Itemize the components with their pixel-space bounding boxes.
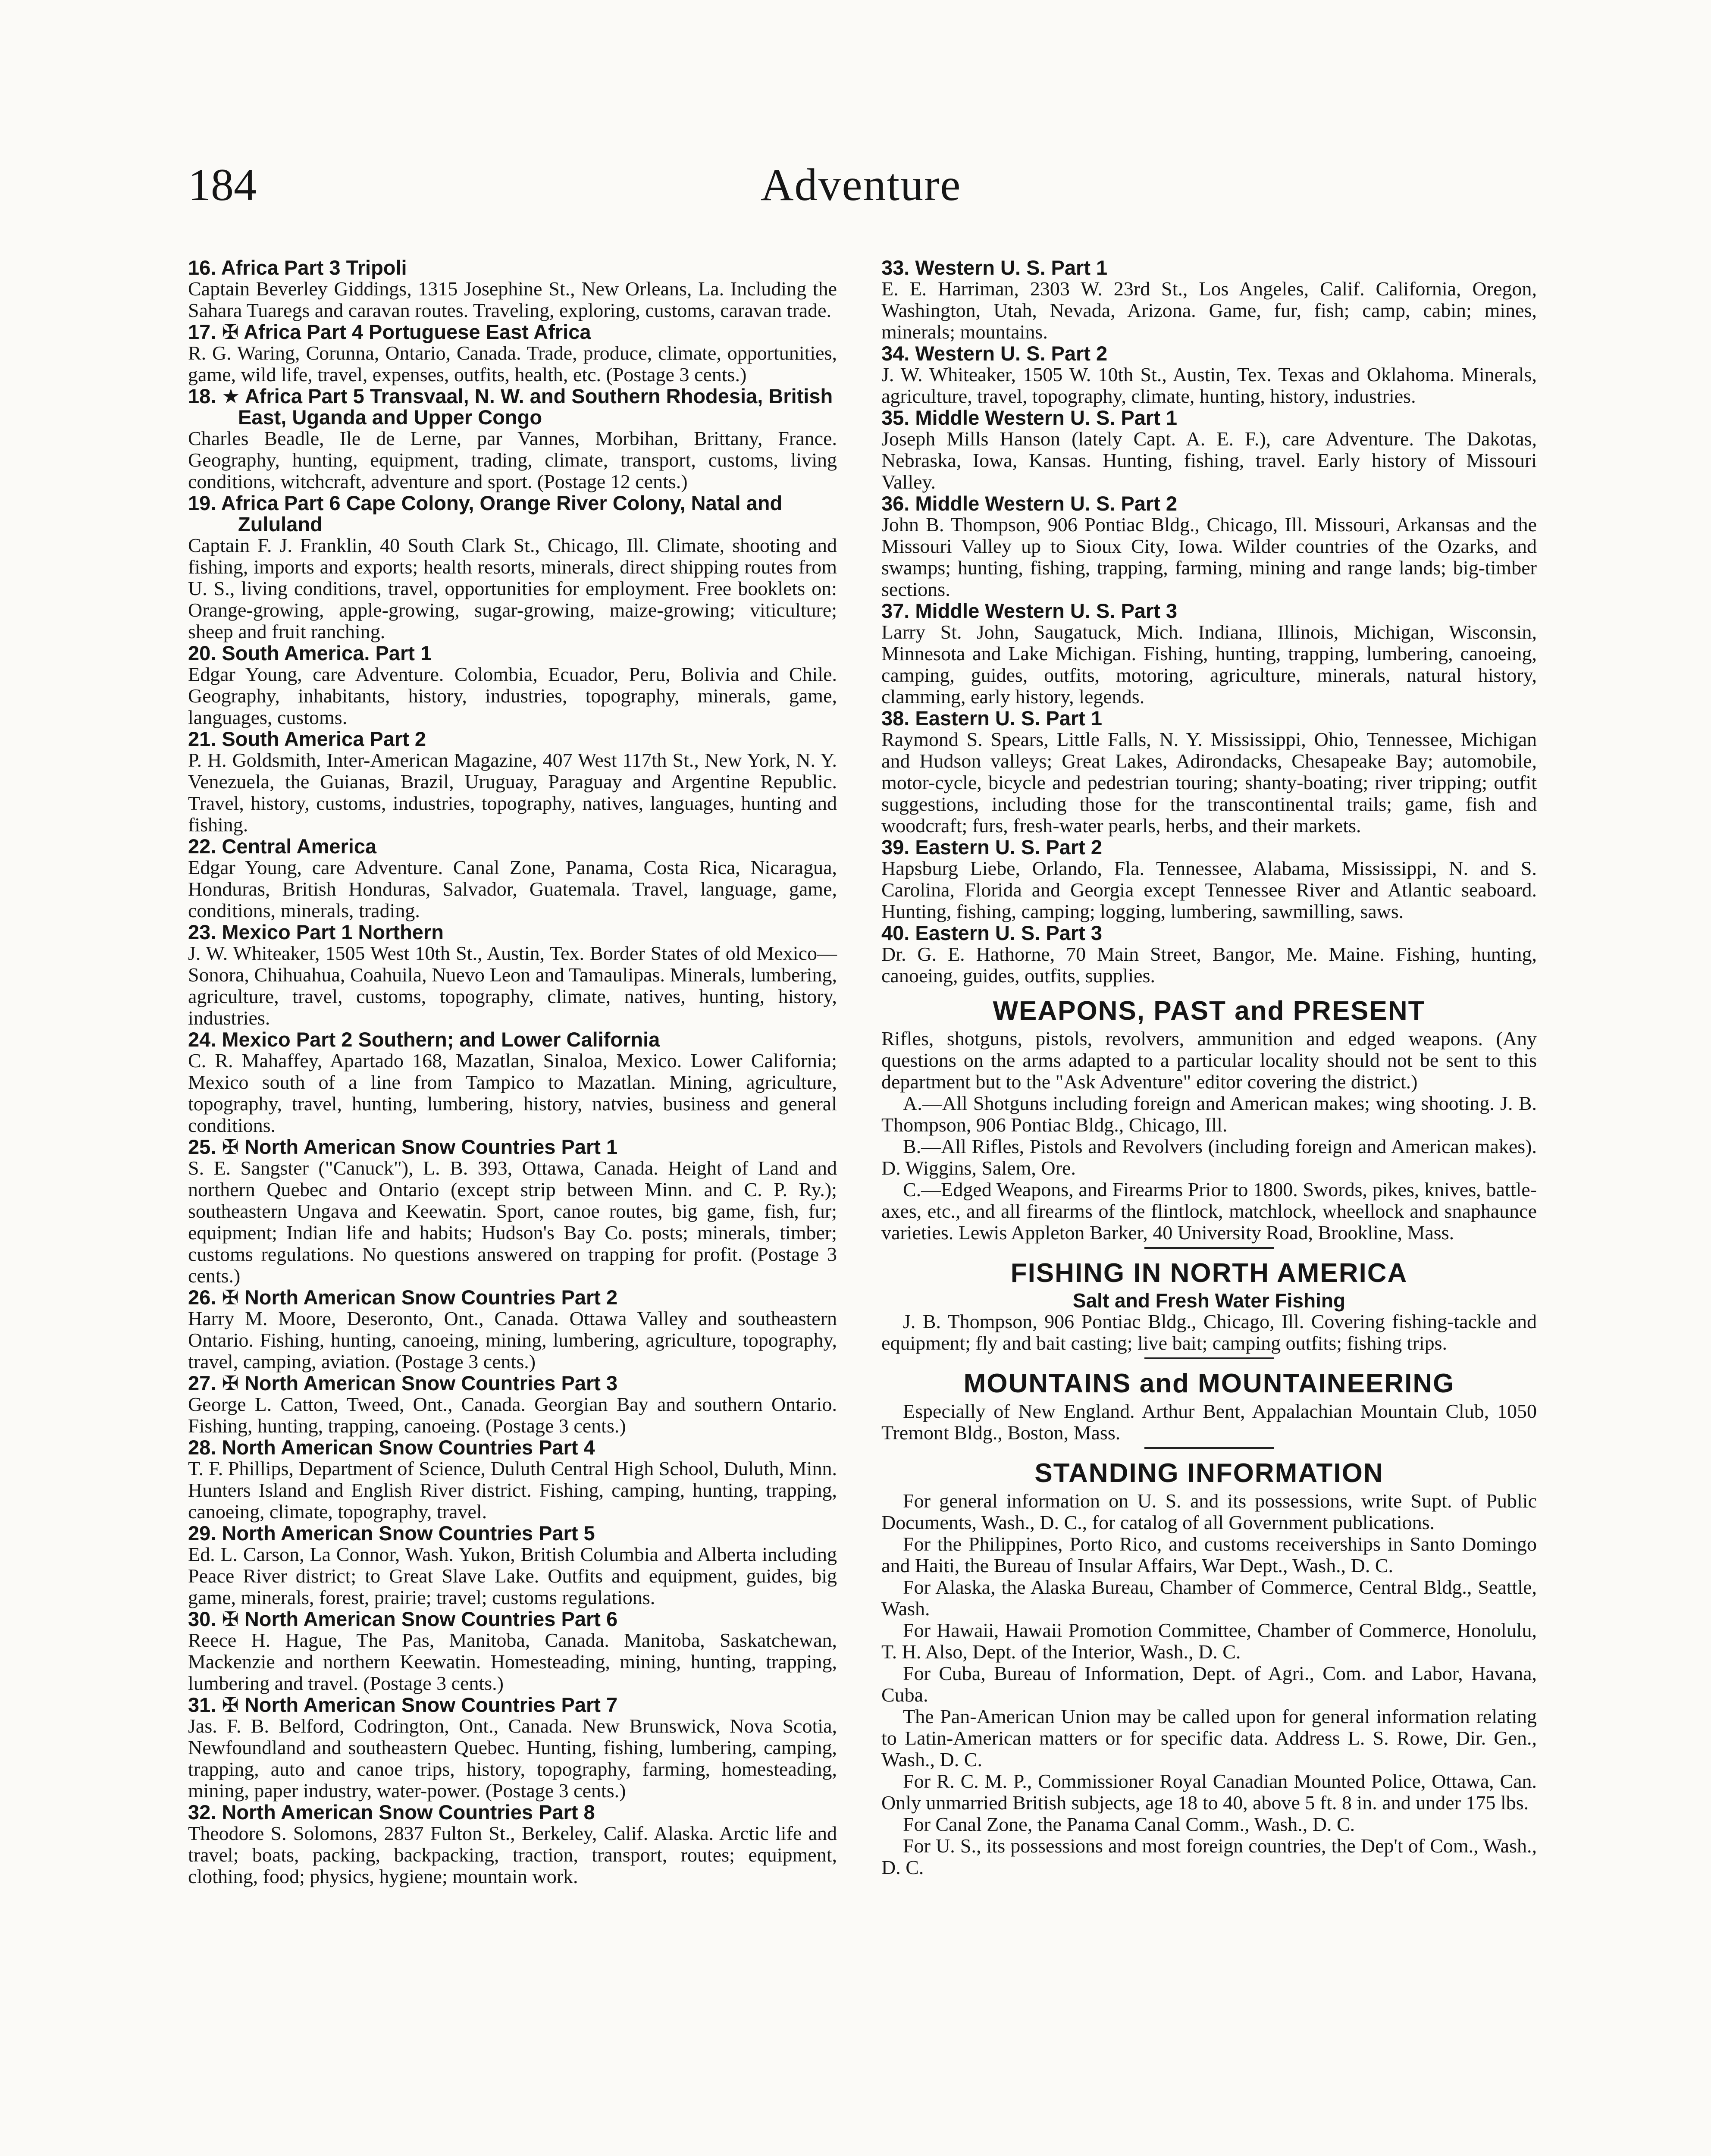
entry-heading: 34. Western U. S. Part 2	[881, 342, 1108, 365]
entry-eastern-us-part-2	[881, 837, 1537, 922]
fishing-heading: FISHING IN NORTH AMERICA	[1010, 1258, 1408, 1288]
entry-body: Charles Beadle, Ile de Lerne, par Vannes, Morbihan, Brittany, France. Geography, hunting, equipment, trading, climate, transport, customs, living conditions, witchcraft, adventure and sport. (Postage 12 cents.)	[188, 427, 837, 492]
entry-middle-western-us-part-3	[881, 600, 1537, 708]
entry-body: P. H. Goldsmith, Inter-American Magazine, 407 West 117th St., New York, N. Y. Venezuela, the Guianas, Brazil, Uruguay, Paraguay and Argentine Republic. Travel, history, customs, industries, topography, natives, languages, hunting and fishing.	[188, 749, 837, 836]
entry-western-us-part-2	[881, 343, 1537, 407]
entry-body: Edgar Young, care Adventure. Colombia, Ecuador, Peru, Bolivia and Chile. Geography, inhabitants, history, industries, topography, minerals, game, languages, customs.	[188, 663, 837, 728]
entry-body: Edgar Young, care Adventure. Canal Zone, Panama, Costa Rica, Nicaragua, Honduras, British Honduras, Salvador, Guatemala. Travel, language, game, conditions, minerals, trading.	[188, 856, 837, 921]
entry-heading: 29. North American Snow Countries Part 5	[188, 1522, 595, 1545]
entry-body: Jas. F. B. Belford, Codrington, Ont., Canada. New Brunswick, Nova Scotia, Newfoundland and southeastern Quebec. Hunting, fishing, lumbering, camping, trapping, auto and canoe trips, history, topography, farming, homesteading, mining, paper industry, water-power. (Postage 3 cents.)	[188, 1715, 837, 1802]
entry-heading: 33. Western U. S. Part 1	[881, 256, 1108, 279]
entry-body: Theodore S. Solomons, 2837 Fulton St., Berkeley, Calif. Alaska. Arctic life and travel; boats, packing, backpacking, traction, transport, routes; equipment, clothing, food; physics, hygiene; mountain work.	[188, 1822, 837, 1887]
entry-africa-part-4	[188, 321, 837, 385]
entry-snow-countries-part-6	[188, 1608, 837, 1694]
entry-middle-western-us-part-1	[881, 407, 1537, 493]
entry-heading: 18. ★ Africa Part 5 Transvaal, N. W. and Southern Rhodesia, British East, Uganda and Upper Congo	[188, 385, 833, 429]
entry-heading: 37. Middle Western U. S. Part 3	[881, 599, 1178, 622]
entry-body: Larry St. John, Saugatuck, Mich. Indiana, Illinois, Michigan, Wisconsin, Minnesota and Lake Michigan. Fishing, hunting, trapping, lumbering, canoeing, camping, guides, outfits, motoring, agriculture, minerals, natural history, clamming, early history, legends.	[881, 621, 1537, 708]
entry-snow-countries-part-2	[188, 1287, 837, 1373]
entry-western-us-part-1	[881, 257, 1537, 343]
entry-body: Ed. L. Carson, La Connor, Wash. Yukon, British Columbia and Alberta including Peace River district; to Great Slave Lake. Outfits and equipment, guides, big game, minerals, forest, prairie; travel; customs regulations.	[188, 1543, 837, 1608]
entry-heading: 25. ✠ North American Snow Countries Part 1	[188, 1135, 618, 1158]
entry-south-america-part-2	[188, 728, 837, 836]
entry-body: C. R. Mahaffey, Apartado 168, Mazatlan, Sinaloa, Mexico. Lower California; Mexico south of a line from Tampico to Mazatlan. Mining, agriculture, topography, travel, hunting, lumbering, history, natvies, business and general conditions.	[188, 1050, 837, 1136]
section-rule	[1144, 1247, 1274, 1249]
fishing-subheading: Salt and Fresh Water Fishing	[1072, 1289, 1346, 1312]
entry-heading: 19. Africa Part 6 Cape Colony, Orange River Colony, Natal and Zululand	[188, 492, 783, 536]
standing-heading: STANDING INFORMATION	[1034, 1458, 1384, 1488]
mountains-text: Especially of New England. Arthur Bent, Appalachian Mountain Club, 1050 Tremont Bldg., Boston, Mass.	[881, 1400, 1537, 1444]
entry-eastern-us-part-1	[881, 708, 1537, 837]
entry-snow-countries-part-8	[188, 1802, 837, 1887]
entry-body: T. F. Phillips, Department of Science, Duluth Central High School, Duluth, Minn. Hunters Island and English River district. Fishing, camping, hunting, trapping, canoeing, climate, topography, travel.	[188, 1457, 837, 1523]
entry-heading: 23. Mexico Part 1 Northern	[188, 921, 444, 943]
entry-middle-western-us-part-2	[881, 493, 1537, 600]
entry-body: E. E. Harriman, 2303 W. 23rd St., Los Angeles, Calif. California, Oregon, Washington, Utah, Nevada, Arizona. Game, fur, fish; camp, cabin; mines, minerals; mountains.	[881, 278, 1537, 343]
entry-body: Dr. G. E. Hathorne, 70 Main Street, Bangor, Me. Maine. Fishing, hunting, canoeing, guides, outfits, supplies.	[881, 943, 1537, 987]
entry-south-america-part-1	[188, 642, 837, 728]
entry-heading: 32. North American Snow Countries Part 8	[188, 1801, 595, 1824]
page-number: 184	[188, 160, 257, 210]
standing-paragraph: For general information on U. S. and its possessions, write Supt. of Public Documents, Wash., D. C., for catalog of all Government publications.	[881, 1490, 1537, 1533]
entry-africa-part-5	[188, 385, 837, 492]
entry-mexico-part-2	[188, 1029, 837, 1136]
entry-body: J. W. Whiteaker, 1505 West 10th St., Austin, Tex. Border States of old Mexico—Sonora, Chihuahua, Coahuila, Nuevo Leon and Tamaulipas. Minerals, lumbering, agriculture, travel, customs, topography, climate, natives, hunting, history, industries.	[188, 942, 837, 1029]
entry-mexico-part-1	[188, 921, 837, 1029]
entry-heading: 27. ✠ North American Snow Countries Part 3	[188, 1372, 618, 1395]
weapons-shotguns: A.—All Shotguns including foreign and American makes; wing shooting. J. B. Thompson, 906 Pontiac Bldg., Chicago, Ill.	[881, 1092, 1537, 1136]
entry-heading: 36. Middle Western U. S. Part 2	[881, 492, 1178, 515]
entry-body: Harry M. Moore, Deseronto, Ont., Canada. Ottawa Valley and southeastern Ontario. Fishing, hunting, canoeing, mining, lumbering, agriculture, topography, travel, camping, aviation. (Postage 3 cents.)	[188, 1307, 837, 1373]
standing-paragraph: For Alaska, the Alaska Bureau, Chamber of Commerce, Central Bldg., Seattle, Wash.	[881, 1576, 1537, 1620]
standing-paragraph: For Hawaii, Hawaii Promotion Committee, Chamber of Commerce, Honolulu, T. H. Also, Dept. of the Interior, Wash., D. C.	[881, 1619, 1537, 1663]
running-title: Adventure	[761, 160, 962, 210]
entry-heading: 20. South America. Part 1	[188, 642, 432, 664]
entry-heading: 16. Africa Part 3 Tripoli	[188, 256, 407, 279]
entry-snow-countries-part-3	[188, 1373, 837, 1437]
fishing-text: J. B. Thompson, 906 Pontiac Bldg., Chicago, Ill. Covering fishing-tackle and equipment; fly and bait casting; live bait; camping outfits; fishing trips.	[881, 1310, 1537, 1354]
entry-heading: 38. Eastern U. S. Part 1	[881, 707, 1103, 730]
entry-eastern-us-part-3	[881, 922, 1537, 987]
entry-body: Joseph Mills Hanson (lately Capt. A. E. F.), care Adventure. The Dakotas, Nebraska, Iowa, Kansas. Hunting, fishing, travel. Early history of Missouri Valley.	[881, 428, 1537, 493]
entry-snow-countries-part-4	[188, 1437, 837, 1523]
entry-heading: 26. ✠ North American Snow Countries Part 2	[188, 1286, 618, 1309]
entry-body: Raymond S. Spears, Little Falls, N. Y. Mississippi, Ohio, Tennessee, Michigan and Hudson valleys; Great Lakes, Adirondacks, Chesapeake Bay; automobile, motor-cycle, bicycle and pedestrian touring; shanty-boating; river tripping; outfit suggestions, including those for the transcontinental trails; game, fish and woodcraft; furs, fresh-water pearls, herbs, and their markets.	[881, 728, 1537, 837]
mountains-heading: MOUNTAINS and MOUNTAINEERING	[963, 1369, 1455, 1398]
standing-paragraph: For the Philippines, Porto Rico, and customs receiverships in Santo Domingo and Haiti, the Bureau of Insular Affairs, War Dept., Wash., D. C.	[881, 1533, 1537, 1576]
entry-body: Reece H. Hague, The Pas, Manitoba, Canada. Manitoba, Saskatchewan, Mackenzie and northern Keewatin. Homesteading, mining, hunting, trapping, lumbering and travel. (Postage 3 cents.)	[188, 1629, 837, 1694]
entry-africa-part-3	[188, 257, 837, 321]
entry-africa-part-6	[188, 492, 837, 642]
standing-paragraph: For Cuba, Bureau of Information, Dept. of Agri., Com. and Labor, Havana, Cuba.	[881, 1662, 1537, 1706]
entry-heading: 17. ✠ Africa Part 4 Portuguese East Africa	[188, 320, 591, 343]
entry-snow-countries-part-7	[188, 1694, 837, 1802]
entry-body: Captain Beverley Giddings, 1315 Josephine St., New Orleans, La. Including the Sahara Tuaregs and caravan routes. Traveling, exploring, customs, caravan trade.	[188, 278, 837, 321]
left-column	[188, 257, 837, 1887]
standing-paragraph: The Pan-American Union may be called upon for general information relating to Latin-American matters or for specific data. Address L. S. Rowe, Dir. Gen., Wash., D. C.	[881, 1705, 1537, 1771]
weapons-heading: WEAPONS, PAST and PRESENT	[993, 996, 1426, 1026]
entry-snow-countries-part-1	[188, 1136, 837, 1287]
entry-body: Hapsburg Liebe, Orlando, Fla. Tennessee, Alabama, Mississippi, N. and S. Carolina, Florida and Georgia except Tennessee River and Atlantic seaboard. Hunting, fishing, camping; logging, lumbering, sawmilling, saws.	[881, 857, 1537, 922]
weapons-edged: C.—Edged Weapons, and Firearms Prior to 1800. Swords, pikes, knives, battle-axes, etc., and all firearms of the flintlock, matchlock, wheellock and snaphaunce varieties. Lewis Appleton Barker, 40 University Road, Brookline, Mass.	[881, 1178, 1537, 1244]
entry-heading: 22. Central America	[188, 835, 377, 858]
entry-body: John B. Thompson, 906 Pontiac Bldg., Chicago, Ill. Missouri, Arkansas and the Missouri Valley up to Sioux City, Iowa. Wilder countries of the Ozarks, and swamps; hunting, fishing, trapping, farming, mining and range lands; big-timber sections.	[881, 514, 1537, 600]
right-column	[881, 257, 1537, 1878]
section-rule	[1144, 1447, 1274, 1449]
entry-heading: 40. Eastern U. S. Part 3	[881, 921, 1103, 944]
weapons-intro: Rifles, shotguns, pistols, revolvers, ammunition and edged weapons. (Any questions on the arms adapted to a particular locality should not be sent to this department but to the "Ask Adventure" editor covering the district.)	[881, 1028, 1537, 1093]
entry-body: J. W. Whiteaker, 1505 W. 10th St., Austin, Tex. Texas and Oklahoma. Minerals, agriculture, travel, topography, climate, hunting, history, industries.	[881, 364, 1537, 407]
weapons-rifles: B.—All Rifles, Pistols and Revolvers (including foreign and American makes). D. Wiggins, Salem, Ore.	[881, 1135, 1537, 1179]
entry-heading: 35. Middle Western U. S. Part 1	[881, 406, 1178, 429]
entry-central-america	[188, 836, 837, 921]
entry-heading: 24. Mexico Part 2 Southern; and Lower California	[188, 1028, 660, 1051]
entry-heading: 30. ✠ North American Snow Countries Part 6	[188, 1608, 618, 1630]
entry-body: George L. Catton, Tweed, Ont., Canada. Georgian Bay and southern Ontario. Fishing, hunting, trapping, canoeing. (Postage 3 cents.)	[188, 1393, 837, 1437]
section-rule	[1144, 1357, 1274, 1359]
entry-body: Captain F. J. Franklin, 40 South Clark St., Chicago, Ill. Climate, shooting and fishing, imports and exports; health resorts, minerals, direct shipping routes from U. S., living conditions, travel, opportunities for employment. Free booklets on: Orange-growing, apple-growing, sugar-growing, maize-growing; viticulture; sheep and fruit ranching.	[188, 534, 837, 642]
entry-body: R. G. Waring, Corunna, Ontario, Canada. Trade, produce, climate, opportunities, game, wild life, travel, expenses, outfits, health, etc. (Postage 3 cents.)	[188, 342, 837, 385]
entry-heading: 39. Eastern U. S. Part 2	[881, 836, 1103, 859]
entry-heading: 21. South America Part 2	[188, 727, 426, 750]
entry-heading: 28. North American Snow Countries Part 4	[188, 1436, 595, 1459]
standing-paragraph: For R. C. M. P., Commissioner Royal Canadian Mounted Police, Ottawa, Can. Only unmarried British subjects, age 18 to 40, above 5 ft. 8 in. and under 175 lbs.	[881, 1770, 1537, 1814]
entry-body: S. E. Sangster ("Canuck"), L. B. 393, Ottawa, Canada. Height of Land and northern Quebec and Ontario (except strip between Minn. and C. P. Ry.); southeastern Ungava and Keewatin. Sport, canoe routes, big game, fish, fur; equipment; Indian life and habits; Hudson's Bay Co. posts; minerals, timber; customs regulations. No questions answered on trapping for profit. (Postage 3 cents.)	[188, 1157, 837, 1287]
entry-heading: 31. ✠ North American Snow Countries Part 7	[188, 1693, 618, 1716]
standing-paragraph: For U. S., its possessions and most foreign countries, the Dep't of Com., Wash., D. C.	[881, 1835, 1537, 1878]
entry-snow-countries-part-5	[188, 1523, 837, 1608]
standing-paragraph: For Canal Zone, the Panama Canal Comm., Wash., D. C.	[903, 1813, 1355, 1835]
